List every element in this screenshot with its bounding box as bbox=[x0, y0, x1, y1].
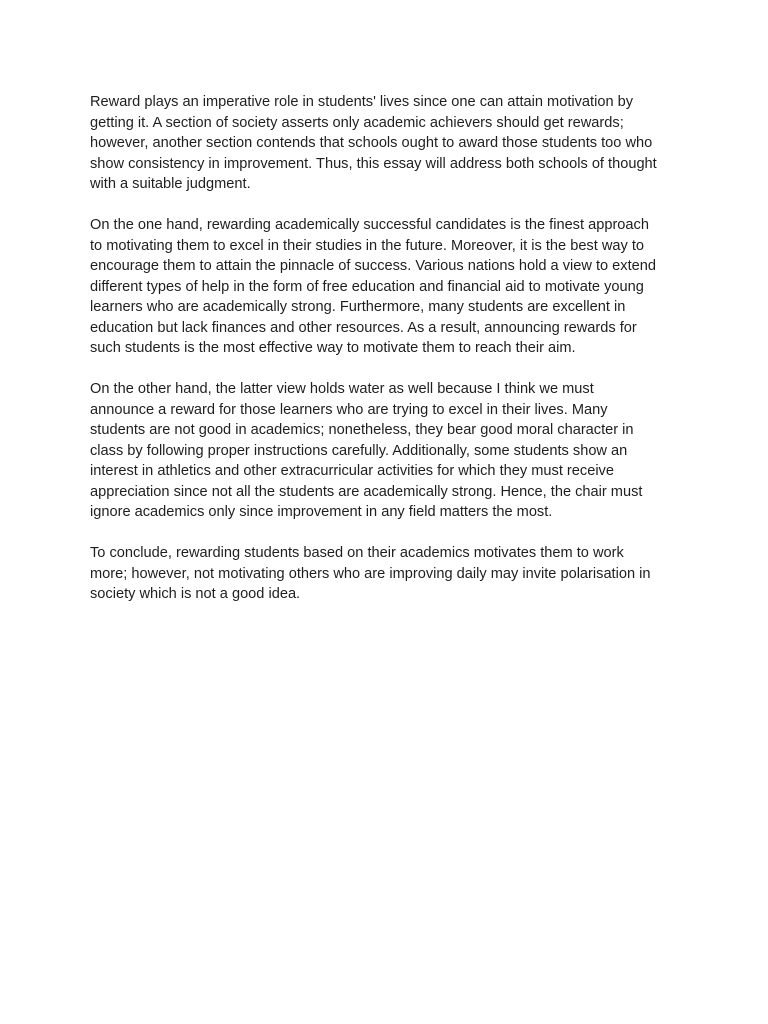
text-line: encourage them to attain the pinnacle of success. Various nations hold a view to extend bbox=[90, 258, 656, 274]
paragraph-body-one bbox=[90, 215, 686, 359]
text-line: getting it. A section of society asserts only academic achievers should get rewards; bbox=[90, 114, 624, 131]
text-line: more; however, not motivating others who are improving daily may invite polarisation in bbox=[90, 565, 651, 582]
text-line: On the one hand, rewarding academically successful candidates is the finest approach bbox=[90, 217, 649, 233]
text-line: such students is the most effective way to motivate them to reach their aim. bbox=[90, 340, 576, 356]
text-line: ignore academics only since improvement in any field matters the most. bbox=[90, 504, 553, 520]
paragraph-introduction bbox=[90, 92, 686, 195]
text-line: show consistency in improvement. Thus, this essay will address both schools of thought bbox=[90, 155, 657, 172]
text-line: learners who are academically strong. Furthermore, many students are excellent in bbox=[90, 299, 626, 315]
text-line: however, another section contends that schools ought to award those students too who bbox=[90, 135, 653, 151]
text-line: education but lack finances and other resources. As a result, announcing rewards for bbox=[90, 319, 637, 336]
text-line: appreciation since not all the students are academically strong. Hence, the chair must bbox=[90, 483, 643, 500]
text-line: to motivating them to excel in their studies in the future. Moreover, it is the best way to bbox=[90, 237, 645, 254]
text-line: with a suitable judgment. bbox=[90, 176, 251, 192]
essay-body bbox=[90, 92, 686, 625]
text-line: class by following proper instructions carefully. Additionally, some students show an bbox=[90, 442, 628, 459]
paragraph-body-two bbox=[90, 379, 686, 523]
text-line: different types of help in the form of free education and financial aid to motivate young bbox=[90, 278, 644, 295]
text-line: To conclude, rewarding students based on their academics motivates them to work bbox=[90, 545, 624, 561]
paragraph-conclusion bbox=[90, 543, 686, 605]
text-line: On the other hand, the latter view holds water as well because I think we must bbox=[90, 381, 594, 397]
text-line: Reward plays an imperative role in students' lives since one can attain motivation by bbox=[90, 94, 634, 110]
text-line: interest in athletics and other extracurricular activities for which they must receive bbox=[90, 463, 614, 479]
text-line: announce a reward for those learners who are trying to excel in their lives. Many bbox=[90, 401, 608, 418]
text-line: society which is not a good idea. bbox=[90, 586, 301, 602]
text-line: students are not good in academics; nonetheless, they bear good moral character in bbox=[90, 422, 634, 438]
